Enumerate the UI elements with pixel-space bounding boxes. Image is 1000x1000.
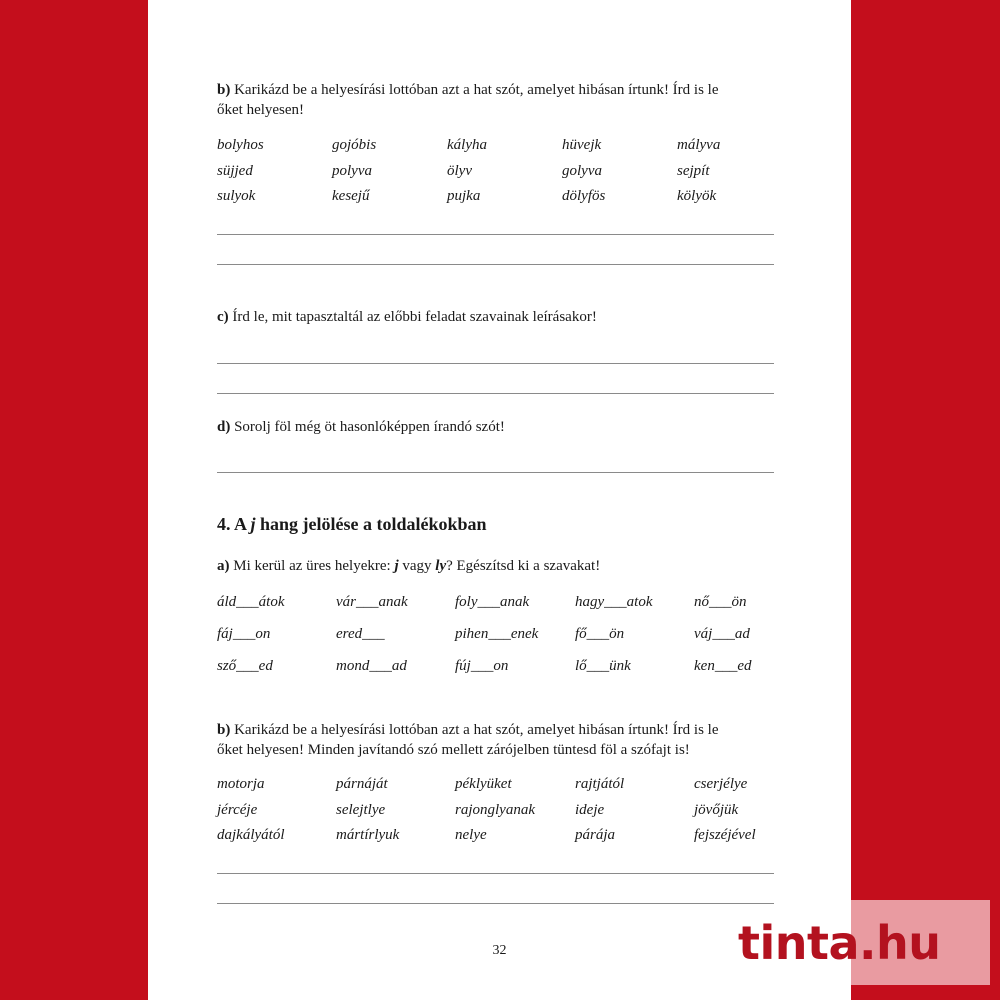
task-4b-instruction [217, 720, 774, 760]
fill-in-word[interactable]: pihen___enek [455, 626, 539, 642]
word: kölyök [677, 188, 717, 204]
watermark-logo: tinta.hu [738, 916, 941, 970]
answer-line[interactable] [217, 472, 774, 473]
word: pujka [447, 188, 481, 204]
answer-line[interactable] [217, 234, 774, 235]
word-row [217, 188, 777, 214]
word: rajtjától [575, 776, 625, 792]
fill-in-word[interactable]: váj___ad [694, 626, 750, 642]
word: dajkályától [217, 827, 285, 843]
task-text: Karikázd be a helyesírási lottóban azt a hat szót, amelyet hibásan írtunk! Írd is le [230, 82, 719, 98]
word: ölyv [447, 162, 472, 179]
word: dölyfös [562, 188, 606, 204]
task-text: vagy [398, 558, 436, 574]
word: nelye [455, 827, 487, 843]
task-text: Írd le, mit tapasztaltál az előbbi feladat szavainak leírásakor! [228, 309, 597, 325]
letter-ly: ly [435, 558, 447, 574]
answer-line[interactable] [217, 363, 774, 364]
task-text: ? Egészítsd ki a szavakat! [446, 558, 601, 574]
word: sejpít [677, 162, 710, 179]
task-4a-instruction [217, 556, 774, 576]
task-text: Sorolj föl még öt hasonlóképpen írandó szót! [230, 419, 505, 435]
task-3b-instruction [217, 80, 774, 120]
task-letter: c) [217, 309, 229, 325]
lottery-grid-4b [217, 776, 777, 853]
fill-in-word[interactable]: ered___ [336, 626, 385, 642]
word-row [217, 802, 777, 828]
word: fejszéjével [694, 827, 756, 843]
word: kályha [447, 137, 487, 153]
word: párnáját [336, 776, 388, 792]
fill-in-word[interactable]: mond___ad [336, 658, 407, 674]
word: jércéje [217, 801, 258, 818]
heading-letter-j: j [250, 514, 256, 534]
fill-in-word[interactable]: fúj___on [455, 658, 509, 674]
fill-in-word[interactable]: fő___ön [575, 626, 625, 642]
word: sulyok [217, 188, 256, 204]
fill-in-word[interactable]: foly___anak [455, 594, 530, 610]
word: péklyüket [455, 776, 512, 792]
lottery-grid-3b [217, 137, 777, 214]
word: motorja [217, 776, 265, 792]
word: jövőjük [694, 801, 739, 818]
word: polyva [332, 162, 372, 179]
task-text: Karikázd be a helyesírási lottóban azt a hat szót, amelyet hibásan írtunk! Írd is le [230, 722, 719, 738]
task-letter: b) [217, 82, 231, 98]
word-row [217, 137, 777, 163]
word: süjjed [217, 162, 253, 179]
word: selejtlye [336, 801, 386, 818]
word: cserjélye [694, 776, 748, 792]
fill-in-word[interactable]: lő___ünk [575, 658, 631, 674]
answer-line[interactable] [217, 903, 774, 904]
word: hüvejk [562, 137, 602, 153]
word-row [217, 658, 777, 690]
word: ideje [575, 801, 605, 818]
word: kesejű [332, 188, 370, 204]
fill-in-word[interactable]: ken___ed [694, 658, 752, 674]
task-letter: a) [217, 558, 230, 574]
letter-j: j [394, 558, 399, 574]
task-letter: b) [217, 722, 231, 738]
task-3d-instruction [217, 417, 774, 437]
word: rajonglyanak [455, 801, 535, 818]
task-text: Mi kerül az üres helyekre: [229, 558, 395, 574]
word-row [217, 163, 777, 189]
word-row [217, 594, 777, 626]
page-number: 32 [492, 943, 507, 958]
fill-in-word[interactable]: nő___ön [694, 594, 747, 610]
heading-text: 4. A [217, 514, 251, 534]
workbook-page [148, 0, 851, 1000]
word: mártírlyuk [336, 827, 400, 843]
fill-in-word[interactable]: vár___anak [336, 594, 408, 610]
word-row [217, 827, 777, 853]
section-4-heading [217, 514, 774, 535]
task-3c-instruction [217, 307, 774, 327]
fill-in-word[interactable]: hagy___atok [575, 594, 653, 610]
answer-line[interactable] [217, 264, 774, 265]
word: gojóbis [332, 137, 377, 153]
task-letter: d) [217, 419, 231, 435]
heading-text: hang jelölése a toldalékokban [255, 514, 487, 534]
task-text: őket helyesen! [217, 102, 305, 118]
word: mályva [677, 137, 721, 153]
word-row [217, 776, 777, 802]
word: bolyhos [217, 137, 264, 153]
fill-in-word[interactable]: fáj___on [217, 626, 271, 642]
fill-in-grid-4a [217, 594, 777, 690]
answer-line[interactable] [217, 873, 774, 874]
word-row [217, 626, 777, 658]
answer-line[interactable] [217, 393, 774, 394]
task-text: őket helyesen! Minden javítandó szó mellett zárójelben tüntesd föl a szófajt is! [217, 742, 690, 758]
fill-in-word[interactable]: áld___átok [217, 594, 285, 610]
fill-in-word[interactable]: sző___ed [217, 658, 273, 674]
word: párája [575, 827, 616, 843]
word: golyva [562, 162, 602, 179]
